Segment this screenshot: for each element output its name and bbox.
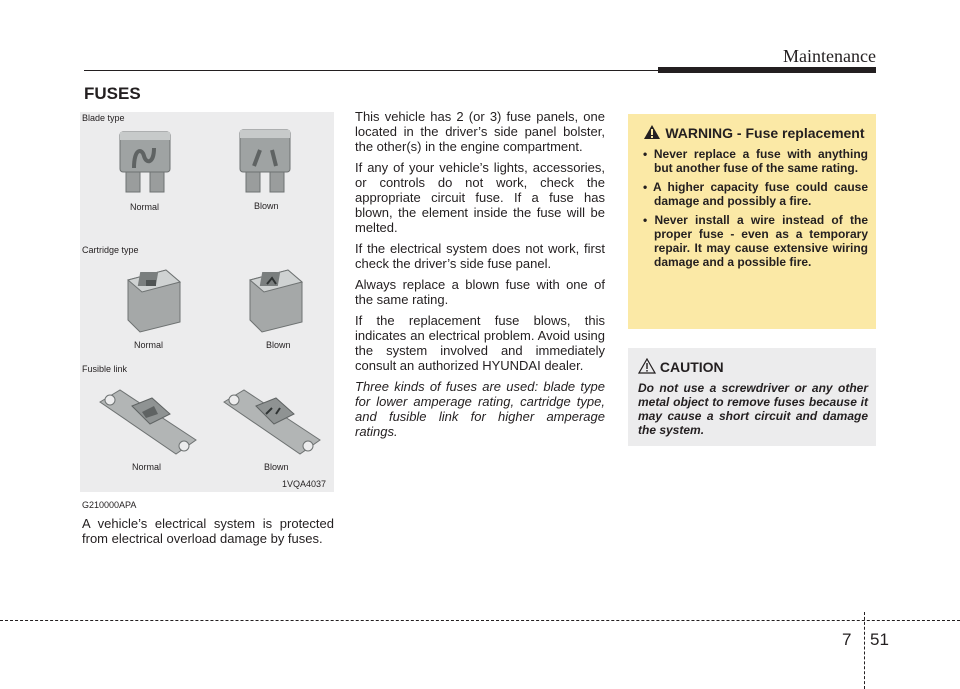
cartridge-type-label: Cartridge type bbox=[82, 245, 139, 255]
blade-normal-label: Normal bbox=[130, 202, 160, 212]
fusible-link-normal-icon bbox=[96, 384, 200, 464]
warning-list bbox=[640, 147, 868, 269]
fusible-normal-label: Normal bbox=[132, 462, 162, 472]
warning-item: • Never replace a fuse with anything but another fuse of the same rating. bbox=[643, 147, 868, 175]
para-driver-panel: If the electrical system does not work, first check the driver’s side fuse panel. bbox=[355, 241, 605, 271]
warning-box bbox=[628, 114, 876, 329]
blade-fuse-normal-icon bbox=[116, 128, 176, 196]
caution-title: CAUTION bbox=[659, 359, 724, 375]
warning-title: WARNING bbox=[665, 125, 734, 141]
cartridge-fuse-blown-icon bbox=[240, 262, 310, 334]
blade-fuse-blown-icon bbox=[236, 126, 296, 196]
warning-item: • Never install a wire instead of the proper fuse - even as a temporary repair. It may cause extensive wiring damage and a possible fire. bbox=[643, 213, 868, 269]
cartridge-normal-label: Normal bbox=[134, 340, 164, 350]
blade-blown-label: Blown bbox=[254, 201, 279, 211]
fusible-blown-label: Blown bbox=[264, 462, 289, 472]
warning-header bbox=[640, 124, 868, 141]
para-replacement-blows: If the replacement fuse blows, this indicates an electrical problem. Avoid using the system involved and immediately consult an authorized HYUNDAI dealer. bbox=[355, 313, 605, 373]
footer-divider bbox=[864, 612, 866, 689]
middle-column bbox=[355, 109, 605, 445]
section-title: FUSES bbox=[84, 84, 141, 103]
warning-item: • A higher capacity fuse could cause damage and possibly a fire. bbox=[643, 180, 868, 208]
warning-subtitle: - Fuse replacement bbox=[736, 125, 865, 141]
ref-code: G210000APA bbox=[82, 500, 137, 510]
left-paragraph: A vehicle’s electrical system is protected from electrical overload damage by fuses. bbox=[82, 516, 334, 546]
cartridge-fuse-normal-icon bbox=[118, 262, 188, 334]
para-replace-rating: Always replace a blown fuse with one of the same rating. bbox=[355, 277, 605, 307]
caution-box bbox=[628, 348, 876, 446]
para-check-fuse: If any of your vehicle’s lights, accessories, or controls do not work, check the appropriate circuit fuse. If a fuse has blown, the element inside the fuse will be melted. bbox=[355, 160, 605, 235]
blade-type-label: Blade type bbox=[82, 113, 125, 123]
chapter-number: 7 bbox=[842, 630, 852, 649]
page-number: 51 bbox=[870, 630, 889, 649]
fusible-link-label: Fusible link bbox=[82, 364, 128, 374]
para-fuse-kinds: Three kinds of fuses are used: blade type for lower amperage rating, cartridge type, and fusible link for higher amperage ratings. bbox=[355, 379, 605, 439]
header-title: Maintenance bbox=[783, 46, 876, 66]
footer-dashed-rule bbox=[0, 620, 960, 621]
caution-text: Do not use a screwdriver or any other metal object to remove fuses because it may cause a short circuit and damage the system. bbox=[638, 381, 868, 437]
fusible-link-blown-icon bbox=[220, 384, 324, 464]
figure-code: 1VQA4037 bbox=[282, 479, 327, 489]
caution-triangle-icon bbox=[638, 358, 656, 374]
caution-header bbox=[638, 358, 868, 375]
header-rule-thick bbox=[658, 67, 876, 73]
cartridge-blown-label: Blown bbox=[266, 340, 291, 350]
para-fuse-panels: This vehicle has 2 (or 3) fuse panels, one located in the driver’s side panel bolster, the other(s) in the engine compartment. bbox=[355, 109, 605, 154]
warning-triangle-icon bbox=[643, 124, 661, 140]
